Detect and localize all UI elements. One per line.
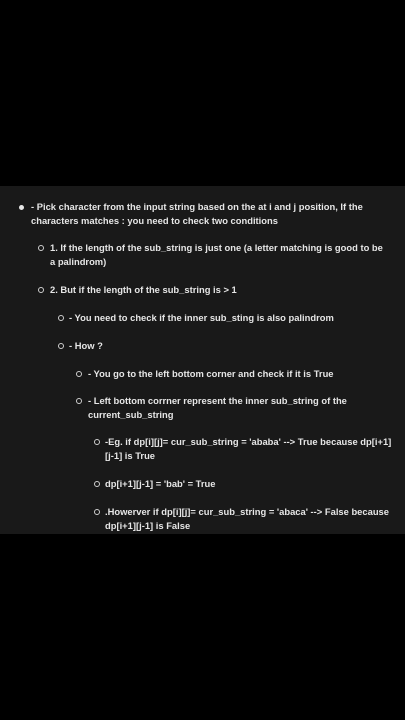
list-item-text: 1. If the length of the sub_string is just one (a letter matching is good to be a palindrom) xyxy=(50,242,383,267)
list-item-text: - You go to the left bottom corner and check if it is True xyxy=(88,368,334,379)
list-item-text: -Eg. if dp[i][j]= cur_sub_string = 'ababa' --> True because dp[i+1][j-1] is True xyxy=(105,436,392,461)
bullet-circle-icon xyxy=(94,509,100,515)
list-item-text: - You need to check if the inner sub_sting is also palindrom xyxy=(69,312,334,323)
bullet-circle-icon xyxy=(58,343,64,349)
bullet-circle-icon xyxy=(38,287,44,293)
bullet-circle-icon xyxy=(58,315,64,321)
list-item-text: - Left bottom corrner represent the inner sub_string of the current_sub_string xyxy=(88,395,347,420)
bullet-circle-icon xyxy=(94,481,100,487)
list-item-text: - Pick character from the input string based on the at i and j position, If the characters matches : you need to check two conditions xyxy=(31,201,363,226)
bullet-circle-icon xyxy=(94,439,100,445)
list-item-text: - How ? xyxy=(69,340,103,351)
bullet-circle-icon xyxy=(76,398,82,404)
bullet-circle-icon xyxy=(76,371,82,377)
list-item-text: dp[i+1][j-1] = 'bab' = True xyxy=(105,478,216,489)
list-item-text: 2. But if the length of the sub_string is > 1 xyxy=(50,284,237,295)
list-item-text: .Howerver if dp[i][j]= cur_sub_string = 'abaca' --> False because dp[i+1][j-1] is False xyxy=(105,506,389,531)
bullet-circle-icon xyxy=(38,245,44,251)
bullet-disc-icon xyxy=(19,205,24,210)
notes-panel xyxy=(0,186,405,534)
